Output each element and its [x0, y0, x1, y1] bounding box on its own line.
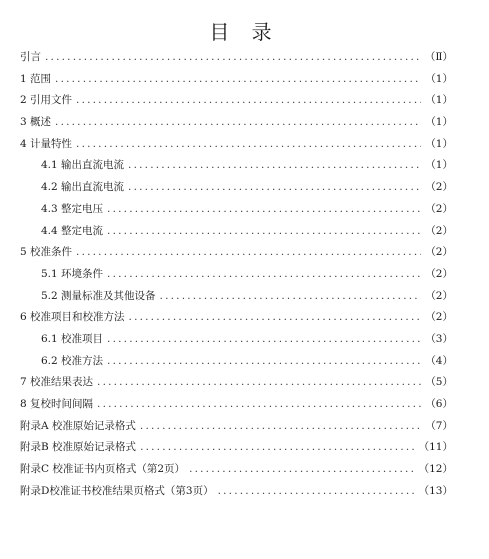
toc-dot-leader [107, 329, 421, 351]
toc-dot-leader [76, 242, 421, 264]
toc-dot-leader [55, 69, 421, 91]
toc-dot-leader [107, 264, 421, 286]
toc-dot-leader [107, 199, 421, 221]
table-of-contents [20, 47, 453, 502]
toc-entry-label: 4.3 整定电压 [41, 202, 104, 215]
toc-dot-leader [97, 372, 421, 394]
toc-entry-page-number: （4） [425, 354, 453, 367]
toc-entry[interactable] [20, 69, 453, 91]
toc-dot-leader [128, 177, 421, 199]
toc-dot-leader [55, 112, 421, 134]
toc-entry-label: 5.2 测量标准及其他设备 [41, 289, 156, 302]
toc-entry-page-number: （1） [425, 159, 453, 172]
toc-entry-page-number: （Ⅱ） [424, 51, 453, 63]
toc-entry-label: 7 校准结果表达 [20, 376, 94, 389]
page-title: 目 录 [209, 20, 280, 44]
toc-dot-leader [129, 307, 422, 329]
toc-entry[interactable] [20, 459, 453, 481]
toc-entry-label: 引言 [20, 51, 41, 63]
toc-entry[interactable] [20, 416, 453, 438]
toc-entry-page-number: （1） [425, 116, 453, 129]
toc-entry[interactable] [20, 177, 453, 199]
toc-dot-leader [76, 90, 421, 112]
toc-entry-page-number: （2） [425, 267, 453, 280]
toc-entry[interactable] [20, 134, 453, 156]
toc-entry-page-number: （7） [425, 419, 453, 432]
toc-entry-label: 5 校准条件 [20, 246, 73, 259]
toc-entry[interactable] [20, 351, 453, 373]
toc-entry[interactable] [20, 242, 453, 264]
toc-entry-label: 4.1 输出直流电流 [41, 159, 125, 172]
toc-entry-label: 8 复校时间间隔 [20, 398, 94, 410]
toc-entry-label: 6 校准项目和校准方法 [20, 311, 125, 324]
toc-entry-page-number: （5） [425, 376, 453, 389]
toc-entry-label: 6.1 校准项目 [41, 332, 104, 345]
toc-entry-label: 3 概述 [20, 116, 52, 129]
toc-dot-leader [107, 221, 421, 243]
toc-dot-leader [140, 416, 421, 438]
toc-entry[interactable] [20, 199, 453, 221]
toc-entry[interactable] [20, 47, 453, 69]
toc-entry[interactable] [20, 112, 453, 134]
toc-entry-page-number: （2） [425, 202, 453, 215]
toc-entry[interactable] [20, 481, 453, 503]
toc-entry-page-number: （2） [425, 246, 453, 259]
toc-dot-leader [107, 351, 421, 373]
toc-entry[interactable] [20, 394, 453, 416]
toc-entry-label: 4.2 输出直流电流 [41, 181, 125, 194]
toc-entry-page-number: （1） [425, 94, 453, 107]
toc-entry[interactable] [20, 437, 453, 459]
toc-entry-label: 附录D校准证书校准结果页格式（第3页） [20, 484, 214, 497]
toc-entry-page-number: （6） [425, 398, 453, 410]
toc-entry[interactable] [20, 264, 453, 286]
toc-entry[interactable] [20, 155, 453, 177]
toc-dot-leader [76, 134, 421, 156]
toc-dot-leader [97, 394, 421, 416]
toc-entry[interactable] [20, 329, 453, 351]
toc-dot-leader [218, 481, 415, 503]
toc-entry-page-number: （13） [418, 484, 453, 497]
toc-entry-page-number: （12） [418, 463, 453, 476]
toc-dot-leader [45, 47, 421, 69]
toc-entry-label: 5.1 环境条件 [41, 267, 104, 280]
toc-entry[interactable] [20, 221, 453, 243]
toc-entry-label: 附录B 校准原始记录格式 [20, 441, 137, 454]
toc-entry-label: 4.4 整定电流 [41, 224, 104, 237]
toc-entry-page-number: （1） [425, 72, 453, 85]
toc-entry-label: 1 范围 [20, 72, 52, 85]
toc-dot-leader [189, 459, 415, 481]
toc-entry[interactable] [20, 286, 453, 308]
toc-dot-leader [140, 437, 415, 459]
toc-entry-page-number: （2） [425, 181, 453, 194]
toc-entry-page-number: （2） [425, 289, 453, 302]
toc-entry-label: 2 引用文件 [20, 94, 73, 107]
toc-entry-label: 附录C 校准证书内页格式（第2页） [20, 463, 186, 476]
toc-entry-page-number: （2） [425, 311, 453, 324]
toc-entry[interactable] [20, 90, 453, 112]
toc-entry-page-number: （2） [425, 224, 453, 237]
toc-entry-page-number: （1） [425, 137, 453, 150]
toc-dot-leader [128, 155, 421, 177]
toc-entry-label: 6.2 校准方法 [41, 354, 104, 367]
toc-entry[interactable] [20, 307, 453, 329]
toc-entry-label: 附录A 校准原始记录格式 [20, 419, 136, 432]
toc-dot-leader [160, 286, 422, 308]
toc-entry-page-number: （3） [425, 332, 453, 345]
toc-entry[interactable] [20, 372, 453, 394]
toc-entry-page-number: （11） [418, 441, 453, 454]
toc-entry-label: 4 计量特性 [20, 137, 73, 150]
